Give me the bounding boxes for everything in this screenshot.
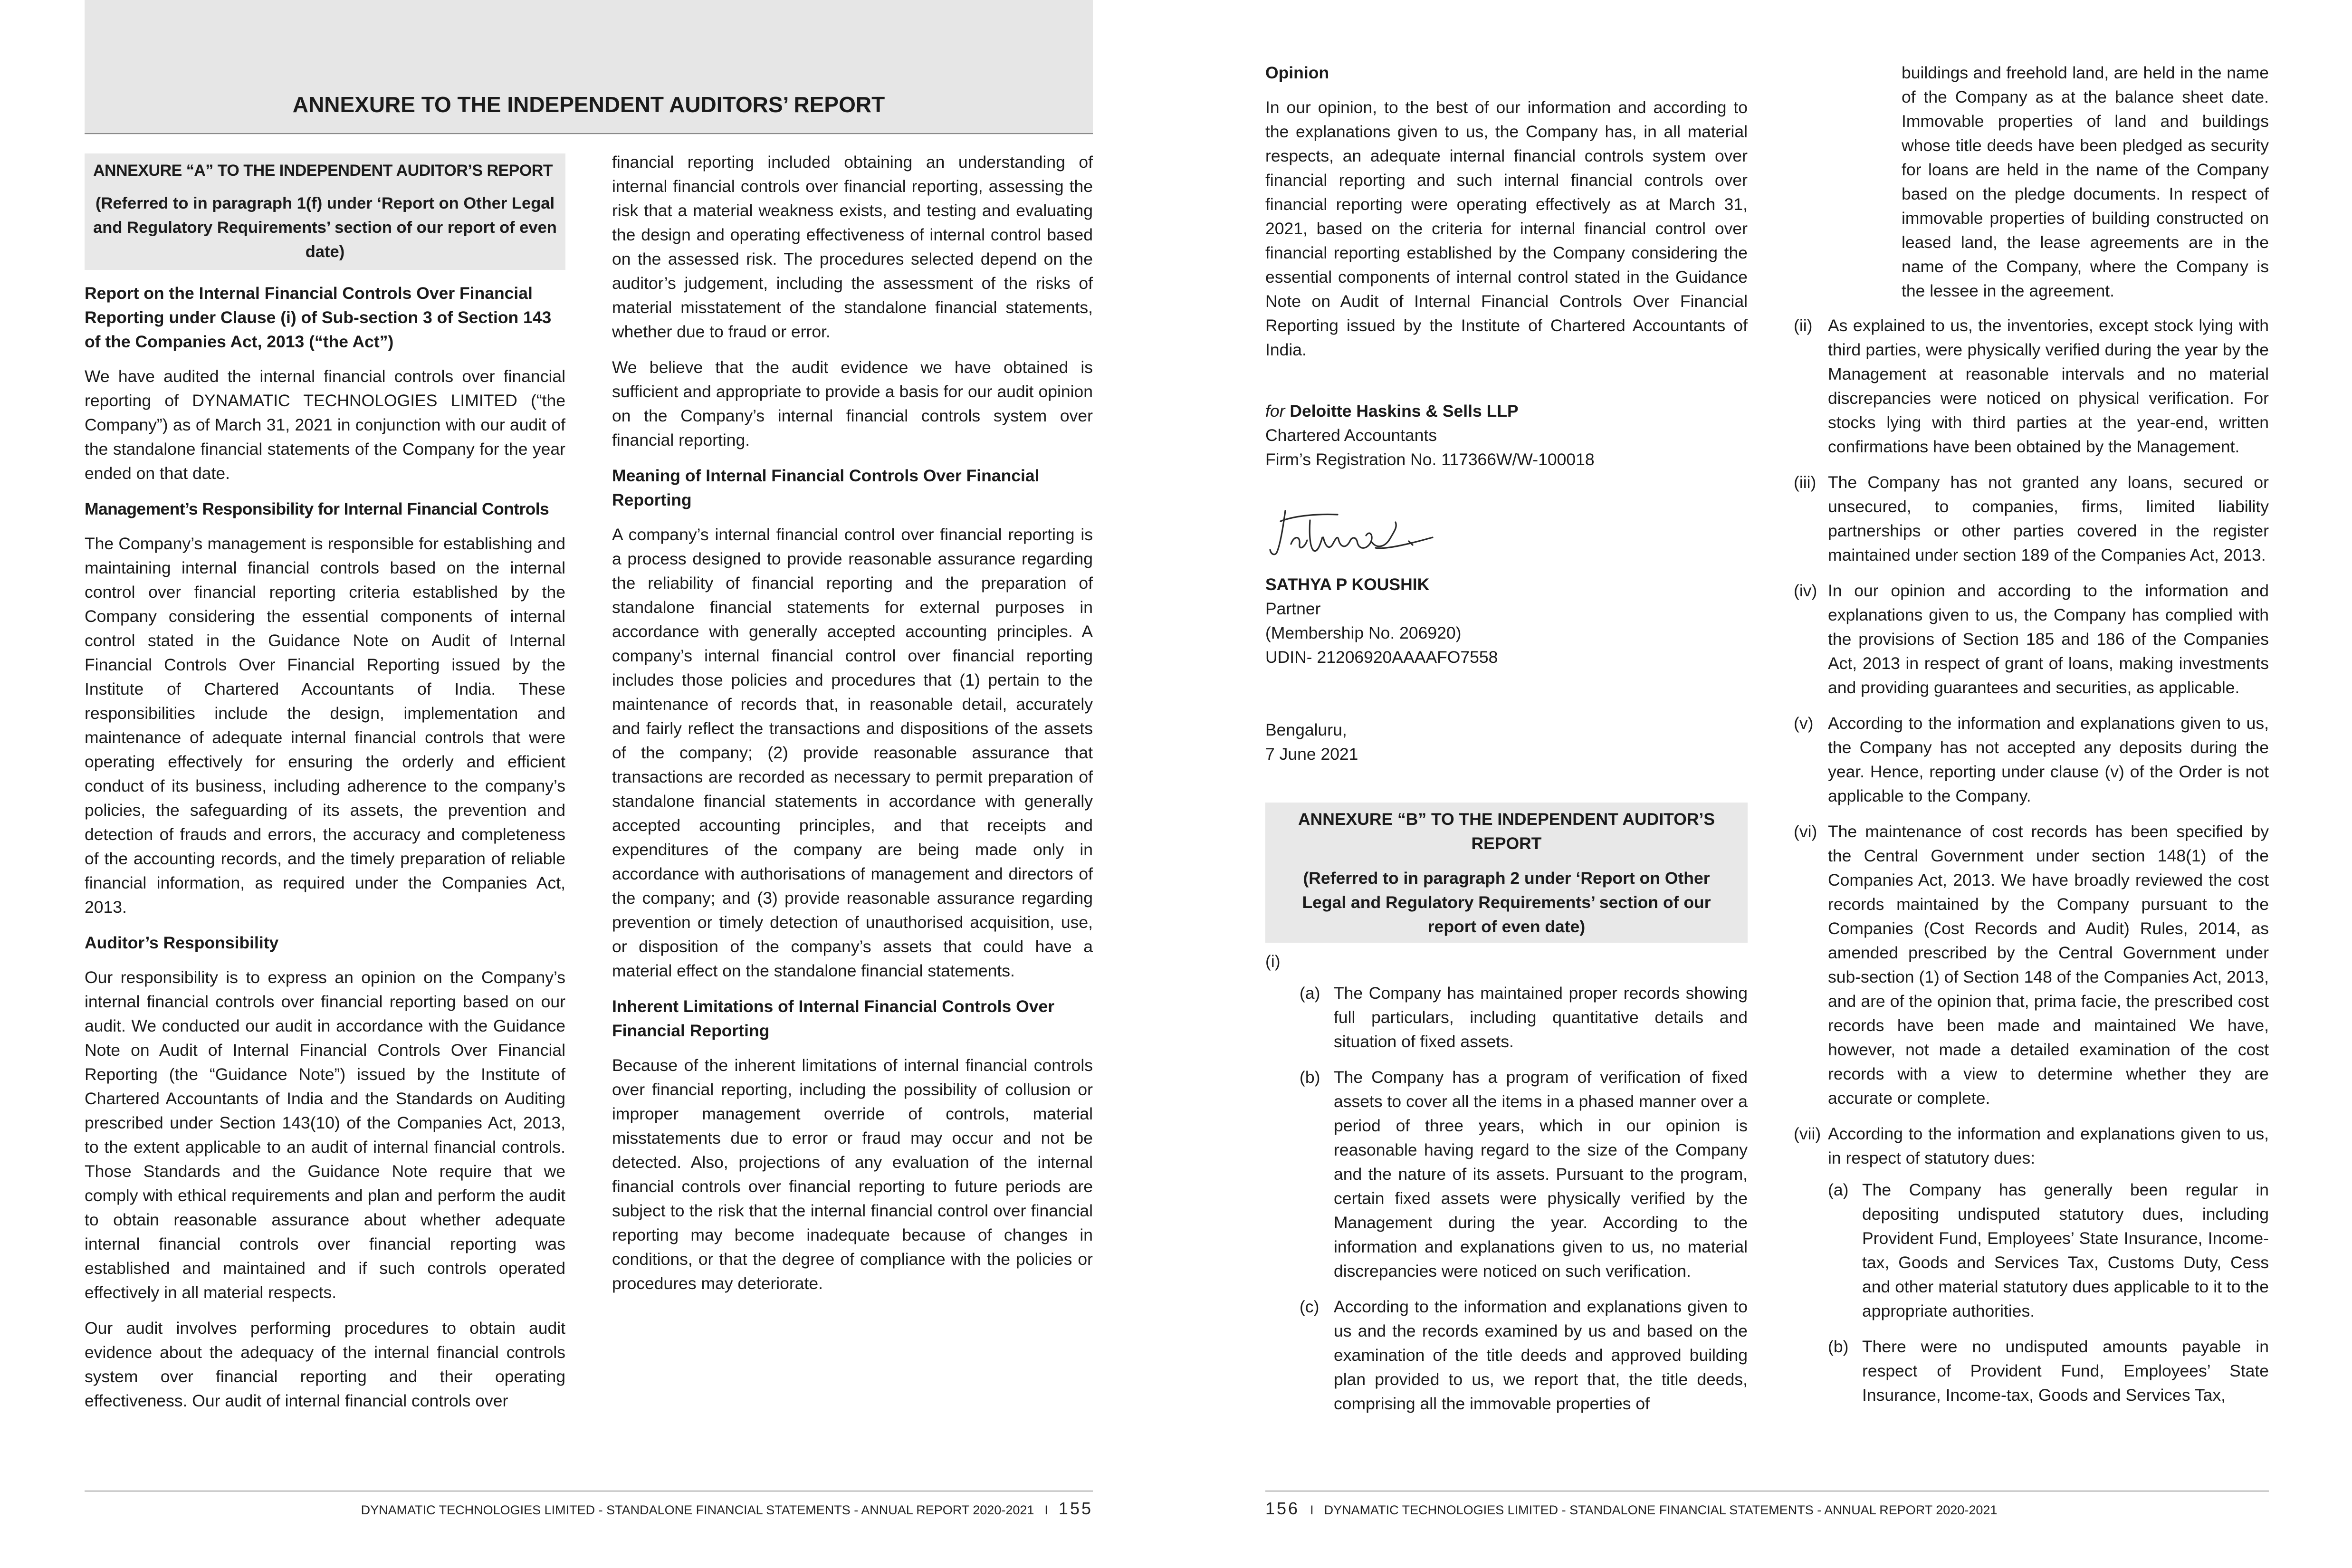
footer-left	[361, 1499, 1093, 1520]
partner-name: SATHYA P KOUSHIK	[1265, 575, 1430, 594]
item-iv-text: In our opinion and according to the information and explanations given to us, the Company has complied with the provisions of Section 185 and 186 of the Companies Act, 2013 in respect of grant of loans, making investments and providing guarantees and securities, as applicable.	[1828, 581, 2269, 697]
inherent-heading: Inherent Limitations of Internal Financial Controls Over Financial Reporting	[612, 997, 1055, 1040]
inherent-paragraph: Because of the inherent limitations of internal financial controls over financial reporting, including the possibility of collusion or improper management override of controls, material misstatements due to error or fraud may occur and not be detected. Also, projections of any evaluation of the internal financial controls over financial reporting to future periods are subject to the risk that the internal financial control over financial reporting may become inadequate because of changes in conditions, or that the degree of compliance with the policies or procedures may deteriorate.	[612, 1056, 1093, 1293]
opinion-paragraph: In our opinion, to the best of our information and according to the explanations given to us, the Company has, in all material respects, an adequate internal financial controls system over financial reporting and such internal financial controls over financial reporting were operating effectively as at March 31, 2021, based on the criteria for internal financial control over financial reporting established by the Company considering the essential components of internal control stated in the Guidance Note on Audit of Internal Financial Controls Over Financial Reporting issued by the Institute of Chartered Accountants of India.	[1265, 98, 1748, 359]
auditor-paragraph-2: Our audit involves performing procedures to obtain audit evidence about the adequacy of the internal financial controls system over financial reporting and their operating effectiveness. Our audit of internal financial controls over	[85, 1319, 565, 1410]
item-vii-b-text: There were no undisputed amounts payable in respect of Provident Fund, Employees’ State Insurance, Income-tax, Goods and Services Tax,	[1862, 1337, 2269, 1405]
opinion-heading: Opinion	[1265, 63, 1329, 82]
annexure-b-subheading: (Referred to in paragraph 2 under ‘Report on Other Legal and Regulatory Requirements’ section of our report of even date)	[1302, 869, 1711, 936]
footer-right-separator: I	[1310, 1503, 1314, 1517]
auditor-paragraph-1: Our responsibility is to express an opinion on the Company’s internal financial controls over financial reporting based on our audit. We conducted our audit in accordance with the Guidance Note on Audit of Internal Financial Controls Over Financial Reporting (the “Guidance Note”) issued by the Institute of Chartered Accountants of India and the Standards on Auditing prescribed under Section 143(10) of the Companies Act, 2013, to the extent applicable to an audit of internal financial controls. Those Standards and the Guidance Note require that we comply with ethical requirements and plan and perform the audit to obtain reasonable assurance about whether adequate internal financial controls over financial reporting was established and maintained and if such controls operated effectively in all material respects.	[85, 968, 565, 1302]
management-heading: Management’s Responsibility for Internal Financial Controls	[85, 499, 549, 518]
annexure-b-heading: ANNEXURE “B” TO THE INDEPENDENT AUDITOR’S REPORT	[1298, 810, 1715, 853]
item-iii-text: The Company has not granted any loans, secured or unsecured, to companies, firms, limited liability partnerships or other parties covered in the register maintained under section 189 of the Companies Act, 2013.	[1828, 473, 2269, 564]
item-i-c-label: (c)	[1300, 1297, 1319, 1316]
partner-role: Partner	[1265, 599, 1321, 618]
item-i-b-text: The Company has a program of verification of fixed assets to cover all the items in a phased manner over a period of three years, which in our opinion is reasonable having regard to the size of the Company and the nature of its assets. Pursuant to the program, certain fixed assets were physically verified by the Management during the year. According to the information and explanations given to us, no material discrepancies were noticed on such verification.	[1334, 1068, 1748, 1281]
signature-image	[1266, 492, 1437, 563]
item-vii-a	[1828, 1178, 2269, 1323]
page-number-right: 156	[1265, 1499, 1300, 1518]
item-i-a-text: The Company has maintained proper records showing full particulars, including quantitative details and situation of fixed assets.	[1334, 984, 1748, 1051]
for-word: for	[1265, 402, 1285, 421]
title-rule	[85, 133, 1093, 134]
item-iv	[1794, 579, 2269, 700]
firm-registration: Firm’s Registration No. 117366W/W-100018	[1265, 450, 1595, 469]
item-i-b-label: (b)	[1300, 1068, 1320, 1087]
item-iv-label: (iv)	[1794, 581, 1817, 600]
item-v-text: According to the information and explanations given to us, the Company has not accepted any deposits during the year. Hence, reporting under clause (v) of the Order is not applicable to the Company.	[1828, 714, 2269, 805]
item-vi	[1794, 820, 2269, 1110]
item-v-label: (v)	[1794, 714, 1814, 733]
item-vii-text: According to the information and explanations given to us, in respect of statutory dues:	[1828, 1124, 2269, 1167]
item-i-subitems	[1265, 981, 1748, 1416]
item-vii-a-text: The Company has generally been regular in depositing undisputed statutory dues, including Provident Fund, Employees’ State Insurance, Income-tax, Goods and Services Tax, Customs Duty, Cess and other material statutory dues applicable to it to the appropriate authorities.	[1862, 1180, 2269, 1320]
meaning-paragraph: A company’s internal financial control over financial reporting is a process designed to provide reasonable assurance regarding the reliability of financial reporting and the preparation of standalone financial statements for external purposes in accordance with generally accepted accounting principles. A company’s internal financial control over financial reporting includes those policies and procedures that (1) pertain to the maintenance of records that, in reasonable detail, accurately and fairly reflect the transactions and dispositions of the assets of the company; (2) provide reasonable assurance that transactions are recorded as necessary to permit preparation of standalone financial statements in accordance with generally accepted accounting principles, and that receipts and expenditures of the company are being made only in accordance with authorisations of management and directors of the company; and (3) provide reasonable assurance regarding prevention or timely detection of unauthorised acquisition, use, or disposition of the company’s assets that could have a material effect on the standalone financial statements.	[612, 525, 1093, 980]
item-vii	[1794, 1122, 2269, 1170]
signatory-block	[1265, 399, 1748, 472]
management-paragraph: The Company’s management is responsible for establishing and maintaining internal financial controls based on the internal control over financial reporting criteria established by the Company considering the essential components of internal control stated in the Guidance Note on Audit of Internal Financial Controls Over Financial Reporting issued by the Institute of Chartered Accountants of India. These responsibilities include the design, implementation and maintenance of adequate internal financial controls that were operating effectively for ensuring the orderly and efficient conduct of its business, including adherence to the company’s policies, the safeguarding of its assets, the prevention and detection of frauds and errors, the accuracy and completeness of the accounting records, and the timely preparation of reliable financial information, as required under the Companies Act, 2013.	[85, 534, 565, 917]
item-i-c-continued: buildings and freehold land, are held in the name of the Company as at the balance sheet date. Immovable properties of land and buildings whose title deeds have been pledged as security for loans are held in the name of the Company based on the pledge documents. In respect of immovable properties of building constructed on leased land, the lease agreements are in the name of the Company, where the Company is the lessee in the agreement.	[1902, 63, 2269, 300]
item-vii-label: (vii)	[1794, 1124, 1821, 1143]
footer-right-text: DYNAMATIC TECHNOLOGIES LIMITED - STANDALONE FINANCIAL STATEMENTS - ANNUAL REPORT 2020-2021	[1324, 1503, 1998, 1517]
membership-number: (Membership No. 206920)	[1265, 623, 1462, 642]
right-page	[1176, 0, 2352, 1568]
auditor-paragraph-3: financial reporting included obtaining an understanding of internal financial controls over financial reporting, assessing the risk that a material weakness exists, and testing and evaluating the design and operating effectiveness of internal control based on the assessed risk. The procedures selected depend on the auditor’s judgement, including the assessment of the risks of material misstatement of the standalone financial statements, whether due to fraud or error.	[612, 153, 1093, 341]
right-column-2	[1794, 61, 2269, 1419]
item-iii-label: (iii)	[1794, 473, 1817, 492]
footer-rule-left	[85, 1491, 1093, 1492]
annexure-a-subheading: (Referred to in paragraph 1(f) under ‘Report on Other Legal and Regulatory Requirements’ section of our report of even date)	[93, 194, 557, 261]
item-vi-label: (vi)	[1794, 822, 1817, 841]
intro-paragraph: We have audited the internal financial controls over financial reporting of DYNAMATIC TECHNOLOGIES LIMITED (“the Company”) as of March 31, 2021 in conjunction with our audit of the standalone financial statements of the Company for the year ended on that date.	[85, 367, 565, 483]
item-iii	[1794, 470, 2269, 567]
date: 7 June 2021	[1265, 745, 1358, 764]
ifc-report-heading: Report on the Internal Financial Controls Over Financial Reporting under Clause (i) of Sub-section 3 of Section 143 of the Companies Act, 2013 (“the Act”)	[85, 284, 552, 351]
item-vi-text: The maintenance of cost records has been specified by the Central Government under section 148(1) of the Companies Act, 2013. We have broadly reviewed the cost records maintained by the Company pursuant to the Companies (Cost Records and Audit) Rules, 2014, as amended prescribed by the Central Government under sub-section (1) of Section 148 of the Companies Act, 2013, and are of the opinion that, prima facie, the prescribed cost records have been made and maintained We have, however, not made a detailed examination of the cost records with a view to determine whether they are accurate or complete.	[1828, 822, 2269, 1108]
footer-rule-right	[1265, 1491, 2269, 1492]
footer-left-text: DYNAMATIC TECHNOLOGIES LIMITED - STANDALONE FINANCIAL STATEMENTS - ANNUAL REPORT 2020-2021	[361, 1503, 1034, 1517]
page-number-left: 155	[1058, 1499, 1093, 1518]
place: Bengaluru,	[1265, 720, 1347, 739]
item-i-c	[1300, 1295, 1748, 1416]
right-column-1	[1265, 61, 1748, 1427]
left-column-2	[612, 150, 1093, 1307]
item-vii-b	[1828, 1335, 2269, 1407]
item-i-a	[1300, 981, 1748, 1054]
evidence-paragraph: We believe that the audit evidence we have obtained is sufficient and appropriate to provide a basis for our audit opinion on the Company’s internal financial controls system over financial reporting.	[612, 358, 1093, 449]
partner-block	[1265, 573, 1748, 669]
item-v	[1794, 711, 2269, 808]
item-i-b	[1300, 1065, 1748, 1283]
firm-designation: Chartered Accountants	[1265, 426, 1437, 445]
item-vii-subitems	[1794, 1178, 2269, 1407]
annexure-a-heading: ANNEXURE “A” TO THE INDEPENDENT AUDITOR’S REPORT	[93, 162, 553, 180]
item-i-c-text: According to the information and explanations given to us and the records examined by us and based on the examination of the title deeds and approved building plan provided to us, we report that, the title deeds, comprising all the immovable properties of	[1334, 1297, 1748, 1413]
item-ii	[1794, 314, 2269, 459]
page-title: ANNEXURE TO THE INDEPENDENT AUDITORS’ REPORT	[292, 92, 885, 117]
footer-left-separator: I	[1044, 1503, 1048, 1517]
firm-name: Deloitte Haskins & Sells LLP	[1290, 402, 1519, 421]
meaning-heading: Meaning of Internal Financial Controls Over Financial Reporting	[612, 466, 1040, 509]
item-i-a-label: (a)	[1300, 984, 1320, 1003]
annexure-b-box	[1265, 803, 1748, 943]
item-ii-label: (ii)	[1794, 316, 1813, 335]
auditor-heading: Auditor’s Responsibility	[85, 933, 279, 952]
place-date-block	[1265, 718, 1748, 766]
annexure-a-box	[85, 153, 565, 270]
left-column-1	[85, 153, 565, 1425]
item-vii-b-label: (b)	[1828, 1337, 1849, 1356]
item-vii-a-label: (a)	[1828, 1180, 1849, 1199]
item-i-label: (i)	[1265, 952, 1281, 971]
item-ii-text: As explained to us, the inventories, except stock lying with third parties, were physically verified during the year by the Management at reasonable intervals and no material discrepancies were noticed on physical verification. For stocks lying with third parties at the year-end, written confirmations have been obtained by the Management.	[1828, 316, 2269, 456]
footer-right	[1265, 1499, 1997, 1520]
udin: UDIN- 21206920AAAAFO7558	[1265, 648, 1498, 667]
